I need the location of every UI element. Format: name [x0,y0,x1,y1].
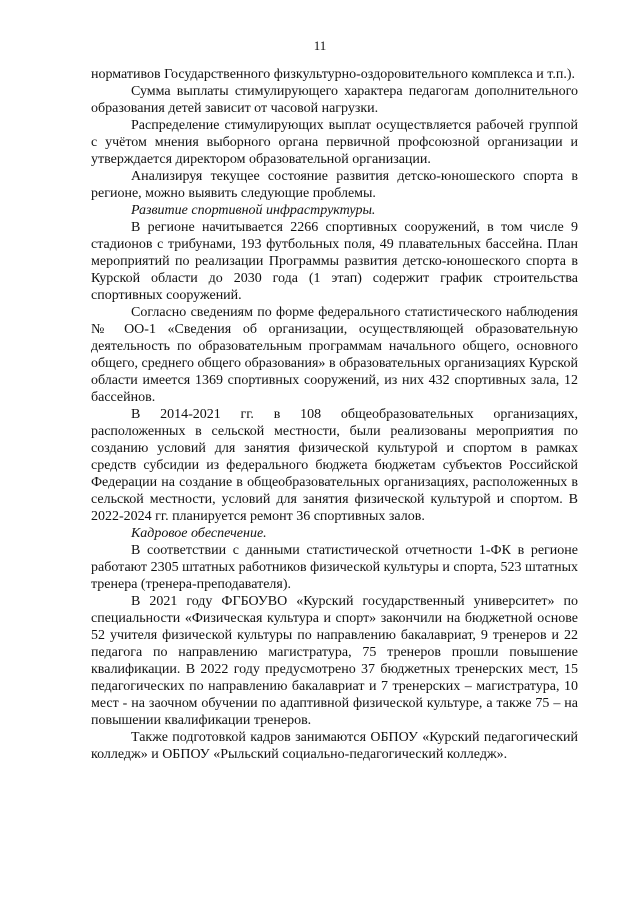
paragraph-payment-amount: Сумма выплаты стимулирующего характера педагогам дополнительного образования детей зависит от часовой нагрузки. [91,84,578,116]
paragraph-sport-facilities: В регионе начитывается 2266 спортивных сооружений, в том числе 9 стадионов с трибунами, 193 футбольных поля, 49 плавательных бассейна. План мероприятий по реализации Программы развития детско-юношеского спорта в Курской области до 2030 года (1 этап) содержит график строительства спортивных сооружений. [91,220,578,303]
section-heading-staffing: Кадровое обеспечение. [131,526,267,541]
paragraph-staff-statistics: В соответствии с данными статистической отчетности 1-ФК в регионе работают 2305 штатных работников физической культуры и спорта, 523 штатных тренера (тренера-преподавателя). [91,543,578,592]
document-body [91,66,578,763]
section-heading-infrastructure: Развитие спортивной инфраструктуры. [131,203,376,218]
paragraph-university-graduates: В 2021 году ФГБОУВО «Курский государственный университет» по специальности «Физическая культура и спорт» закончили на бюджетной основе 52 учителя физической культуры по направлению бакалавриат, 9 тренеров и 22 педагога по направлению магистратура, 75 тренеров прошли повышение квалификации. В 2022 году предусмотрено 37 бюджетных тренерских мест, 15 педагогических по направлению бакалавриат и 7 тренерских – магистратура, 10 мест - на заочном обучении по адаптивной физической культуре, а также 75 – на повышении квалификации тренеров. [91,594,578,728]
paragraph-analysis-intro: Анализируя текущее состояние развития детско-юношеского спорта в регионе, можно выявить следующие проблемы. [91,169,578,201]
paragraph-statistics-oo1: Согласно сведениям по форме федерального статистического наблюдения № ОО-1 «Сведения об организации, осуществляющей образовательную деятельность по образовательным программам начального общего, основного общего, среднего общего образования» в образовательных организациях Курской области имеется 1369 спортивных сооружений, из них 432 спортивных зала, 12 бассейнов. [91,305,578,405]
page-number: 11 [313,38,327,53]
paragraph-rural-schools: В 2014-2021 гг. в 108 общеобразовательных организациях, расположенных в сельской местности, были реализованы мероприятия по созданию условий для занятия физической культурой и спортом в рамках средств субсидии из федерального бюджета бюджетам субъектов Российской Федерации на создание в общеобразовательных организациях, расположенных в сельской местности, условий для занятия физической культурой и спортом. В 2022-2024 гг. планируется ремонт 36 спортивных залов. [91,407,578,524]
paragraph-colleges: Также подготовкой кадров занимаются ОБПОУ «Курский педагогический колледж» и ОБПОУ «Рыльский социально-педагогический колледж». [91,730,578,762]
paragraph-continuation: нормативов Государственного физкультурно-оздоровительного комплекса и т.п.). [91,67,576,82]
paragraph-payment-distribution: Распределение стимулирующих выплат осуществляется рабочей группой с учётом мнения выборного органа первичной профсоюзной организации и утверждается директором образовательной организации. [91,118,578,167]
